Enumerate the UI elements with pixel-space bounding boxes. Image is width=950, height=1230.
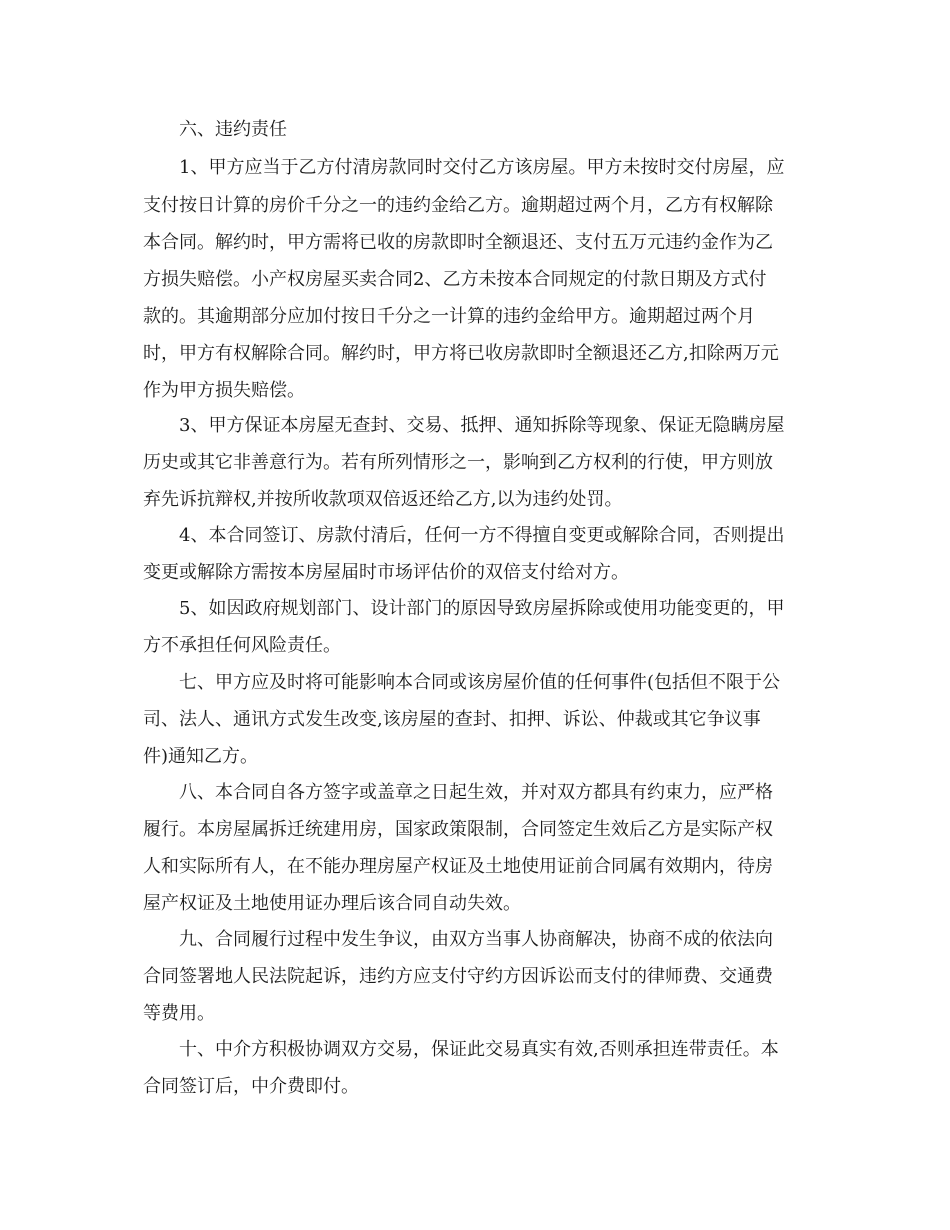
clause-1-line-2: 支付按日计算的房价千分之一的违约金给乙方。逾期超过两个月，乙方有权解除: [143, 195, 773, 216]
section-8-line-1: 八、本合同自各方签字或盖章之日起生效，并对双方都具有约束力，应严格: [179, 782, 773, 803]
section-9-line-3: 等费用。: [143, 1003, 215, 1024]
clause-1-line-4: 方损失赔偿。小产权房屋买卖合同2、乙方未按本合同规定的付款日期及方式付: [143, 269, 767, 290]
clause-3-line-1: 3、甲方保证本房屋无查封、交易、抵押、通知拆除等现象、保证无隐瞒房屋: [179, 415, 785, 436]
section-7-line-2: 司、法人、通讯方式发生改变,该房屋的查封、扣押、诉讼、仲裁或其它争议事: [143, 709, 761, 730]
section-8-line-3: 人和实际所有人，在不能办理房屋产权证及土地使用证前合同属有效期内，待房: [143, 856, 773, 877]
clause-1-line-3: 本合同。解约时，甲方需将已收的房款即时全额退还、支付五万元违约金作为乙: [143, 232, 773, 253]
clause-3-line-2: 历史或其它非善意行为。若有所列情形之一，影响到乙方权利的行使，甲方则放: [143, 452, 773, 473]
clause-5-line-1: 5、如因政府规划部门、设计部门的原因导致房屋拆除或使用功能变更的，甲: [179, 598, 785, 619]
section-8-line-4: 屋产权证及土地使用证办理后该合同自动失效。: [143, 893, 521, 914]
section-heading-breach: 六、违约责任: [179, 119, 287, 140]
clause-1-line-5: 款的。其逾期部分应加付按日千分之一计算的违约金给甲方。逾期超过两个月: [143, 306, 755, 327]
section-9-line-1: 九、合同履行过程中发生争议，由双方当事人协商解决，协商不成的依法向: [179, 929, 773, 950]
section-10-line-2: 合同签订后，中介费即付。: [143, 1076, 359, 1097]
section-10-line-1: 十、中介方积极协调双方交易，保证此交易真实有效,否则承担连带责任。本: [179, 1039, 779, 1060]
clause-1-line-7: 作为甲方损失赔偿。: [143, 380, 305, 401]
section-7-line-1: 七、甲方应及时将可能影响本合同或该房屋价值的任何事件(包括但不限于公: [179, 672, 781, 693]
section-8-line-2: 履行。本房屋属拆迁统建用房，国家政策限制，合同签定生效后乙方是实际产权: [143, 819, 773, 840]
clause-4-line-2: 变更或解除方需按本房屋届时市场评估价的双倍支付给对方。: [143, 562, 629, 583]
clause-5-line-2: 方不承担任何风险责任。: [143, 635, 341, 656]
clause-1-line-6: 时，甲方有权解除合同。解约时，甲方将已收房款即时全额退还乙方,扣除两万元: [143, 343, 779, 364]
section-9-line-2: 合同签署地人民法院起诉，违约方应支付守约方因诉讼而支付的律师费、交通费: [143, 966, 773, 987]
section-7-line-3: 件)通知乙方。: [143, 746, 259, 767]
clause-3-line-3: 弃先诉抗辩权,并按所收款项双倍返还给乙方,以为违约处罚。: [143, 489, 623, 510]
clause-4-line-1: 4、本合同签订、房款付清后，任何一方不得擅自变更或解除合同，否则提出: [179, 525, 785, 546]
clause-1-line-1: 1、甲方应当于乙方付清房款同时交付乙方该房屋。甲方未按时交付房屋，应: [179, 157, 785, 178]
